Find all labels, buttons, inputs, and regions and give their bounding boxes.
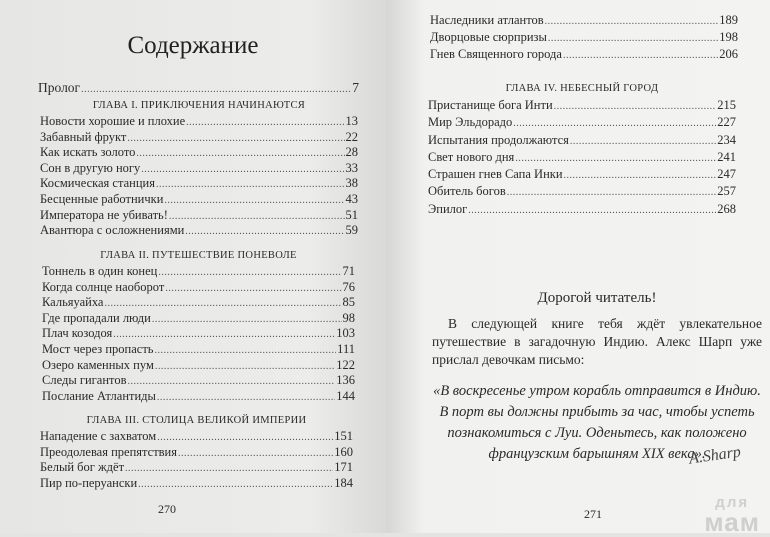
dot-leader — [113, 327, 335, 343]
dot-leader — [570, 133, 716, 150]
dot-leader — [157, 430, 333, 446]
entry-title: Послание Атлантиды — [42, 388, 156, 403]
entry-title: Испытания продолжаются — [428, 132, 569, 147]
entry-page: 215 — [717, 98, 736, 112]
entry-page: 160 — [334, 444, 353, 459]
toc-entry — [42, 326, 355, 342]
toc-entry — [428, 132, 736, 149]
entry-page: 22 — [345, 129, 358, 144]
entry-title: Свет нового дня — [428, 149, 515, 164]
entry-title: Мир Эльдорадо — [428, 115, 513, 130]
toc-entry — [42, 373, 355, 389]
entry-page: 234 — [717, 132, 736, 147]
toc-entry — [428, 201, 736, 218]
toc-chapter-4 — [428, 80, 736, 218]
toc-entry — [40, 476, 353, 492]
entry-page: 227 — [717, 115, 736, 130]
toc-chapter-2 — [42, 247, 355, 404]
dot-leader — [548, 30, 718, 47]
entry-title: Озеро каменных пум — [42, 357, 154, 372]
chapter-heading: ГЛАВА II. ПУТЕШЕСТВИЕ ПОНЕВОЛЕ — [100, 250, 297, 261]
dot-leader — [138, 477, 333, 493]
right-page — [386, 0, 770, 537]
entry-title: Преодолевая препятствия — [40, 444, 177, 459]
entry-title: Тоннель в один конец — [42, 264, 158, 278]
entry-page: 71 — [342, 264, 355, 278]
letter-greeting: Дорогой читатель! — [537, 290, 657, 306]
entry-page: 28 — [345, 145, 358, 160]
entry-title: Пролог — [38, 80, 81, 95]
toc-entry — [42, 342, 355, 358]
toc-continued — [430, 12, 738, 63]
entry-title: Наследники атлантов — [430, 13, 544, 27]
entry-title: Белый бог ждёт — [40, 460, 125, 475]
entry-title: Сон в другую ногу — [40, 160, 141, 175]
toc-entry — [42, 311, 355, 327]
entry-page: 51 — [345, 207, 358, 222]
entry-page: 171 — [334, 460, 353, 475]
dot-leader — [564, 167, 717, 184]
entry-title: Космическая станция — [40, 176, 155, 191]
page-title: Содержание — [127, 32, 259, 59]
entry-page: 184 — [334, 475, 353, 490]
entry-title: Где пропадали люди — [42, 310, 151, 325]
entry-page: 144 — [336, 388, 355, 403]
dot-leader — [155, 343, 337, 359]
entry-page: 7 — [352, 80, 359, 95]
letter-quote: «В воскресенье утром корабль отправится в Индию. В порт вы должны прибыть за час, чтобы успеть познакомиться с Луи. Оденьтесь, как положено французским барышням XIX века». — [433, 383, 761, 462]
left-page — [0, 0, 386, 533]
entry-title: Когда солнце наоборот — [42, 279, 165, 294]
entry-title: Гнев Священного города — [430, 47, 562, 61]
toc-entry — [40, 145, 358, 161]
entry-page: 43 — [345, 191, 358, 206]
entry-page: 111 — [337, 341, 355, 356]
watermark-line1: для — [715, 494, 750, 511]
toc-chapter-1 — [40, 97, 358, 239]
toc-chapter-3 — [40, 412, 353, 491]
toc-entry — [430, 46, 738, 63]
dot-leader — [125, 461, 333, 477]
toc-entry — [40, 208, 358, 224]
toc-entry — [40, 130, 358, 146]
entry-page: 198 — [719, 30, 738, 44]
entry-page: 33 — [345, 160, 358, 175]
entry-title: Следы гигантов — [42, 373, 127, 388]
entry-page: 241 — [717, 149, 736, 164]
dot-leader — [563, 47, 718, 64]
chapter-heading: ГЛАВА I. ПРИКЛЮЧЕНИЯ НАЧИНАЮТСЯ — [92, 100, 306, 111]
toc-entry — [40, 176, 358, 192]
watermark-line2: мам — [704, 507, 760, 537]
dot-leader — [554, 98, 717, 115]
entry-title: Нападение с захватом — [40, 429, 157, 443]
dot-leader — [165, 281, 341, 297]
entry-title: Пир по-перуански — [40, 475, 138, 490]
dot-leader — [155, 359, 335, 375]
page-number: 270 — [158, 502, 176, 516]
dot-leader — [152, 312, 342, 328]
entry-page: 206 — [719, 47, 738, 61]
entry-title: Императора не убивать! — [40, 207, 168, 222]
entry-title: Бесценные работнички — [40, 191, 164, 206]
chapter-heading: ГЛАВА IV. НЕБЕСНЫЙ ГОРОД — [505, 83, 659, 94]
dot-leader — [178, 446, 333, 462]
dot-leader — [141, 162, 344, 178]
toc-entry — [40, 460, 353, 476]
entry-title: Как искать золото — [40, 145, 136, 160]
letter-paragraph: В следующей книге тебя ждёт увлекательное путешествие в загадочную Индию. Алекс Шарп уже прислал девочкам письмо: — [432, 316, 762, 367]
entry-page: 247 — [717, 167, 736, 182]
toc-entry — [38, 80, 359, 96]
toc-entry — [40, 429, 353, 445]
toc-entry — [40, 192, 358, 208]
entry-page: 268 — [717, 201, 736, 216]
toc-entry — [40, 445, 353, 461]
toc-entry — [428, 114, 736, 131]
dot-leader — [136, 146, 344, 162]
entry-title: Плач козодоя — [42, 326, 113, 341]
entry-page: 76 — [342, 279, 355, 294]
dot-leader — [468, 202, 716, 219]
toc-entry — [42, 389, 355, 405]
dot-leader — [513, 115, 716, 132]
toc-prologue — [38, 80, 359, 96]
signature: A.Sharp — [688, 443, 742, 468]
entry-title: Пристанище бога Инти — [428, 98, 553, 112]
entry-page: 85 — [342, 295, 355, 310]
entry-page: 136 — [336, 373, 355, 388]
entry-page: 13 — [345, 114, 358, 128]
dot-leader — [507, 184, 717, 201]
toc-entry — [428, 166, 736, 183]
entry-page: 98 — [342, 310, 355, 325]
toc-entry — [40, 161, 358, 177]
dot-leader — [127, 131, 344, 147]
dot-leader — [157, 390, 335, 406]
toc-entry — [42, 358, 355, 374]
toc-entry — [428, 97, 736, 114]
dot-leader — [515, 150, 716, 167]
toc-entry — [40, 114, 358, 130]
dot-leader — [164, 193, 344, 209]
toc-entry — [428, 149, 736, 166]
watermark — [704, 496, 760, 535]
entry-title: Забавный фрукт — [40, 129, 127, 144]
toc-entry — [40, 223, 358, 239]
entry-title: Мост через пропасть — [42, 341, 154, 356]
toc-entry — [430, 12, 738, 29]
toc-entry — [42, 264, 355, 280]
entry-title: Новости хорошие и плохие — [40, 114, 186, 128]
entry-title: Кальяуайха — [42, 295, 104, 310]
dot-leader — [156, 177, 345, 193]
entry-page: 103 — [336, 326, 355, 341]
dot-leader — [104, 296, 341, 312]
entry-page: 151 — [334, 429, 353, 443]
toc-entry — [42, 295, 355, 311]
toc-entry — [42, 280, 355, 296]
dot-leader — [185, 224, 344, 240]
entry-page: 59 — [345, 223, 358, 238]
entry-page: 122 — [336, 357, 355, 372]
entry-page: 189 — [719, 13, 738, 27]
page-number: 271 — [584, 507, 602, 521]
entry-title: Эпилог — [428, 201, 468, 216]
toc-entry — [428, 183, 736, 200]
toc-entry — [430, 29, 738, 46]
entry-title: Дворцовые сюрпризы — [430, 30, 547, 44]
entry-page: 38 — [345, 176, 358, 191]
dot-leader — [127, 374, 335, 390]
entry-title: Обитель богов — [428, 184, 506, 199]
dot-leader — [545, 13, 719, 30]
entry-title: Авантюра с осложнениями — [40, 223, 185, 238]
dot-leader — [186, 115, 344, 131]
chapter-heading: ГЛАВА III. СТОЛИЦА ВЕЛИКОЙ ИМПЕРИИ — [86, 415, 307, 426]
reader-letter — [432, 290, 762, 465]
dot-leader — [169, 209, 345, 225]
dot-leader — [158, 265, 341, 281]
entry-page: 257 — [717, 184, 736, 199]
entry-title: Страшен гнев Сапа Инки — [428, 167, 563, 182]
